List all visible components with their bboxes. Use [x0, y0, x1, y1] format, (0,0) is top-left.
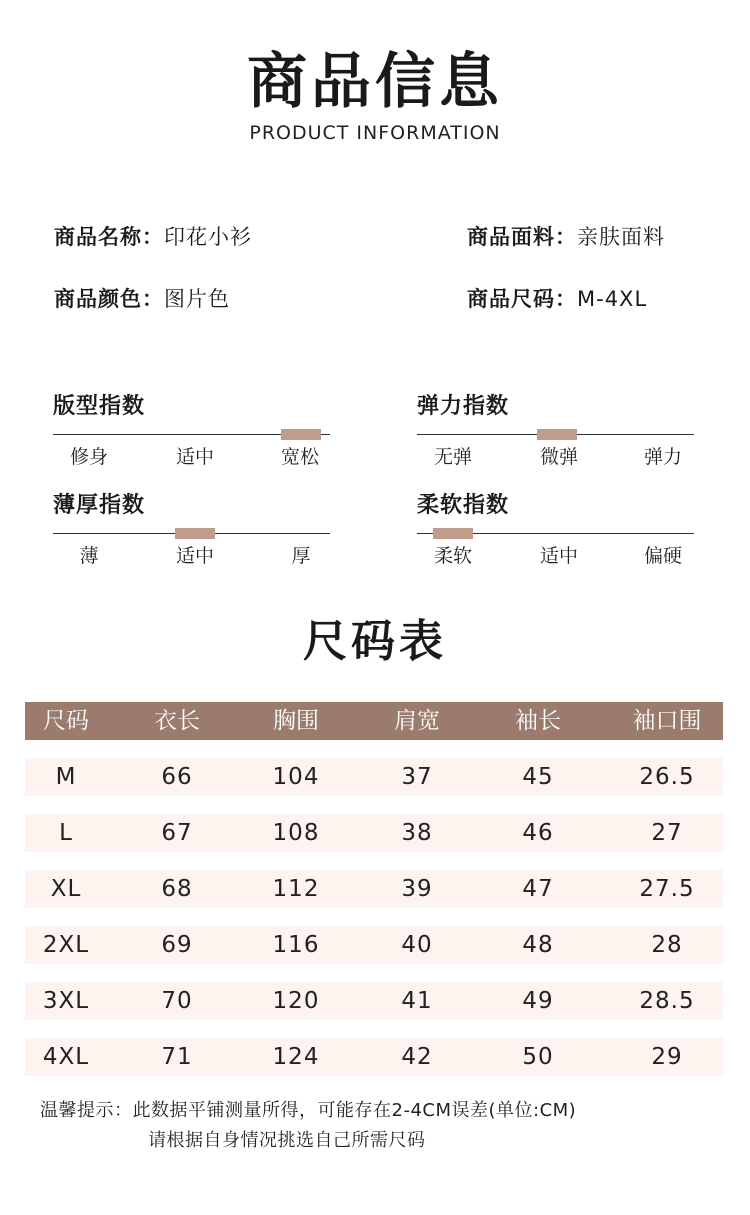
table-cell: M [55, 764, 77, 790]
stretch-index-marker [537, 429, 577, 440]
table-row [25, 926, 723, 964]
fit-index-label-1: 修身 [69, 446, 108, 468]
info-name-value: 印花小衫 [164, 225, 252, 249]
table-cell: 104 [272, 764, 320, 790]
table-cell: 27.5 [639, 876, 695, 902]
thickness-index-label-2: 适中 [175, 545, 214, 567]
softness-index-label-1: 柔软 [433, 545, 472, 567]
softness-index-label-2: 适中 [539, 545, 578, 567]
stretch-index-label-2: 微弹 [539, 446, 578, 468]
table-cell: XL [50, 876, 82, 902]
table-cell: 68 [161, 876, 193, 902]
table-cell: 108 [272, 820, 320, 846]
table-cell: 28.5 [639, 988, 695, 1014]
table-cell: 29 [651, 1044, 683, 1070]
softness-index-marker [433, 528, 473, 539]
table-cell: 66 [161, 764, 193, 790]
table-cell: 120 [272, 988, 320, 1014]
info-color-value: 图片色 [164, 287, 230, 311]
info-name-label: 商品名称： [54, 225, 164, 249]
info-name [54, 222, 252, 252]
table-cell: 71 [161, 1044, 193, 1070]
table-cell: 124 [272, 1044, 320, 1070]
table-cell: 41 [401, 988, 433, 1014]
table-cell: 67 [161, 820, 193, 846]
table-cell: 40 [401, 932, 433, 958]
table-cell: 3XL [42, 988, 90, 1014]
thickness-index-label-1: 薄 [79, 545, 99, 567]
info-fabric-value: 亲肤面料 [577, 225, 665, 249]
table-cell: 28 [651, 932, 683, 958]
table-row [25, 814, 723, 852]
table-cell: 48 [522, 932, 554, 958]
header-cell-shoulder: 肩宽 [394, 708, 440, 734]
info-fabric [467, 222, 665, 252]
table-cell: 46 [522, 820, 554, 846]
fit-index-title: 版型指数 [53, 394, 146, 419]
thickness-index-title: 薄厚指数 [53, 493, 146, 518]
info-fabric-label: 商品面料： [467, 225, 577, 249]
info-size-label: 商品尺码： [467, 287, 577, 311]
info-color [54, 284, 230, 314]
header-cell-bust: 胸围 [273, 708, 319, 734]
stretch-index-title: 弹力指数 [417, 394, 510, 419]
table-cell: 45 [522, 764, 554, 790]
fit-index-label-3: 宽松 [280, 446, 319, 468]
table-cell: 42 [401, 1044, 433, 1070]
softness-index-title: 柔软指数 [417, 493, 510, 518]
header-cell-sleeve: 袖长 [515, 708, 561, 734]
thickness-index-marker [175, 528, 215, 539]
table-cell: L [59, 820, 73, 846]
table-row [25, 870, 723, 908]
info-size-value: M-4XL [577, 287, 648, 311]
table-cell: 116 [272, 932, 320, 958]
table-row [25, 982, 723, 1020]
table-cell: 2XL [42, 932, 90, 958]
header-cell-cuff: 袖口围 [632, 708, 702, 734]
table-cell: 112 [272, 876, 320, 902]
measurement-note: 温馨提示：此数据平铺测量所得，可能存在2-4CM误差(单位:CM) [40, 1100, 577, 1121]
header-cell-length: 衣长 [154, 708, 200, 734]
measurement-note-advice: 请根据自身情况挑选自己所需尺码 [148, 1130, 426, 1151]
table-row [25, 758, 723, 796]
page-title: 商品信息 [247, 47, 503, 117]
table-cell: 27 [651, 820, 683, 846]
table-cell: 69 [161, 932, 193, 958]
softness-index-label-3: 偏硬 [643, 545, 682, 567]
stretch-index-label-3: 弹力 [643, 446, 682, 468]
table-cell: 70 [161, 988, 193, 1014]
fit-index-marker [281, 429, 321, 440]
table-cell: 49 [522, 988, 554, 1014]
thickness-index-label-3: 厚 [291, 545, 311, 567]
page-subtitle: PRODUCT INFORMATION [249, 122, 501, 144]
fit-index-label-2: 适中 [175, 446, 214, 468]
table-cell: 37 [401, 764, 433, 790]
header-cell-size: 尺码 [43, 708, 89, 734]
info-size [467, 284, 647, 314]
stretch-index-label-1: 无弹 [433, 446, 472, 468]
size-table-header [25, 702, 723, 740]
info-color-label: 商品颜色： [54, 287, 164, 311]
table-row [25, 1038, 723, 1076]
size-table-title: 尺码表 [303, 616, 447, 667]
table-cell: 39 [401, 876, 433, 902]
table-cell: 4XL [42, 1044, 90, 1070]
table-cell: 47 [522, 876, 554, 902]
table-cell: 50 [522, 1044, 554, 1070]
table-cell: 26.5 [639, 764, 695, 790]
table-cell: 38 [401, 820, 433, 846]
